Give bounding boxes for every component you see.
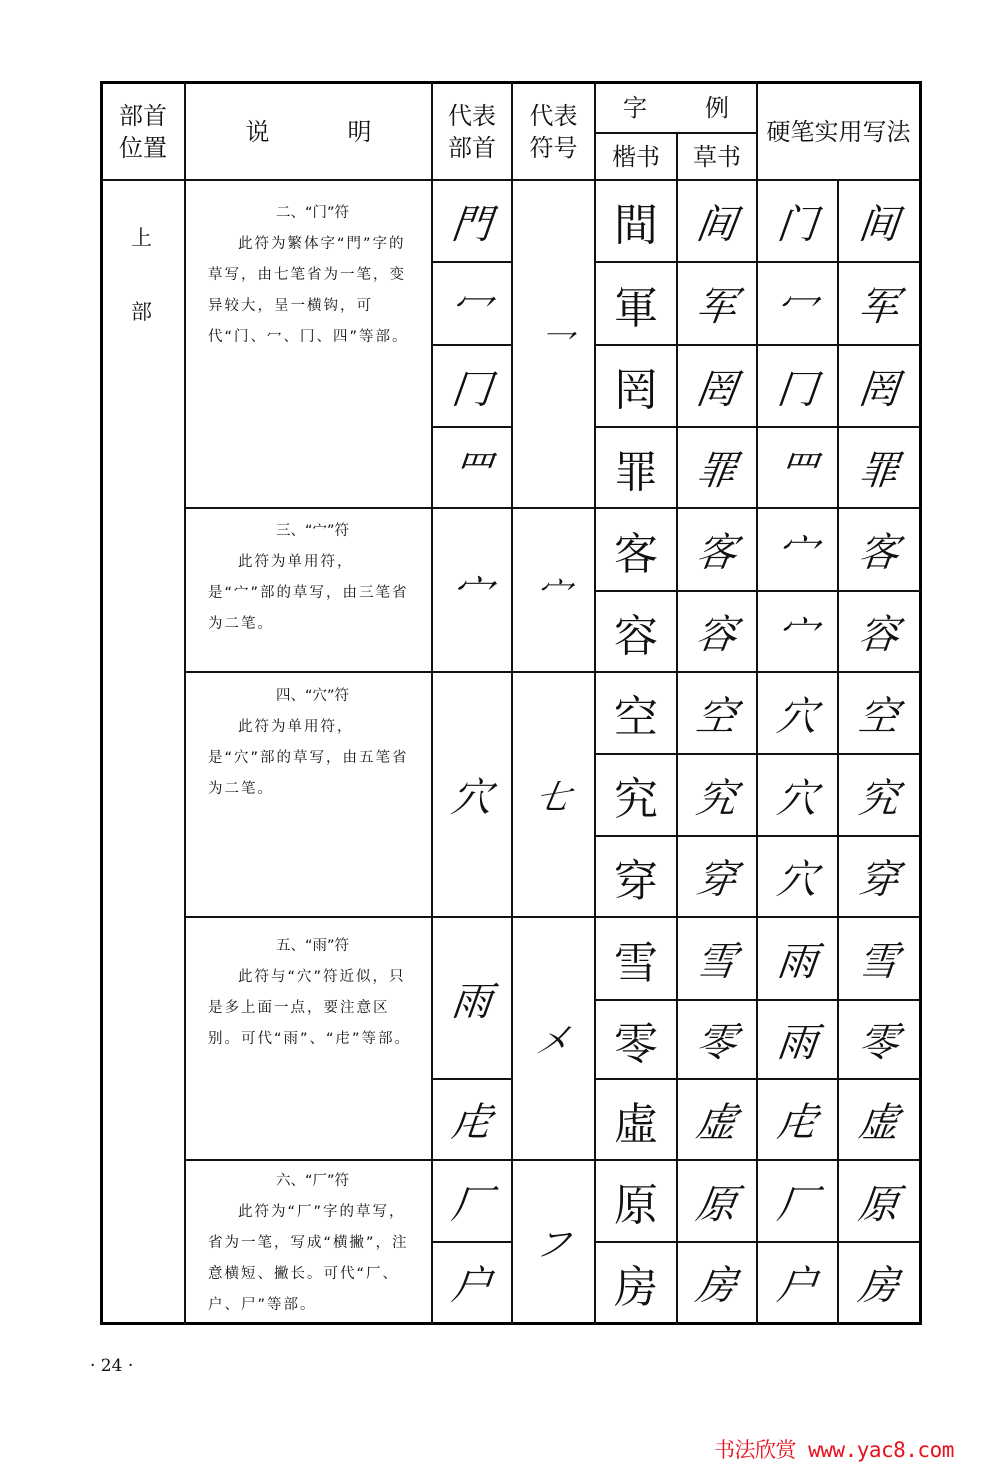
kaishu-cell: 雪 (614, 937, 658, 989)
pen-radical-cell: 宀 (774, 530, 820, 576)
kaishu-cell: 間 (614, 200, 658, 251)
header-examples-char2: 例 (705, 94, 729, 122)
kaishu-cell: 零 (614, 1018, 658, 1070)
kaishu-cell: 容 (614, 610, 658, 662)
caoshu-cell: 罔 (693, 366, 740, 413)
kaishu-cell: 空 (614, 692, 658, 743)
table-left-border (100, 81, 103, 1325)
radical-cell: 冖 (449, 284, 495, 330)
pen-radical-cell: 冂 (774, 366, 820, 413)
pen-radical-cell: 穴 (774, 693, 820, 740)
section-description (186, 198, 431, 353)
pen-radical-cell: 冖 (774, 284, 820, 330)
pen-radical-cell: 户 (774, 1263, 820, 1309)
caoshu-cell: 房 (693, 1263, 740, 1309)
radical-cell: 户 (449, 1263, 495, 1309)
section-body: 此符为“厂”字的草写，省为一笔，写成“横撇”，注意横短、撇长。可代“厂、户、尸”等部。 (208, 1204, 409, 1313)
header-position (102, 84, 184, 179)
header-pen-writing: 硬笔实用写法 (766, 117, 911, 146)
pen-char-cell: 零 (856, 1020, 902, 1066)
radical-cell: 穴 (449, 775, 495, 821)
pen-char-cell: 雪 (856, 939, 902, 985)
radical-cell: 虍 (449, 1100, 495, 1146)
pen-char-cell: 间 (856, 201, 902, 248)
section-body: 此符为单用符，是“宀”部的草写，由三笔省为二笔。 (208, 554, 409, 632)
caoshu-cell: 罪 (693, 448, 740, 494)
section-description (186, 516, 431, 640)
section-body: 此符为单用符，是“穴”部的草写，由五笔省为二笔。 (208, 719, 409, 797)
pen-char-cell: 客 (856, 530, 902, 576)
pen-char-cell: 空 (856, 693, 902, 740)
section-title: 二、“门”符 (275, 205, 350, 221)
caoshu-cell: 究 (693, 775, 740, 822)
section-title: 五、“雨”符 (275, 938, 350, 954)
header-caoshu: 草书 (693, 142, 741, 171)
radical-cell: 厂 (449, 1181, 495, 1228)
symbol-cell: 七 (532, 778, 574, 818)
kaishu-cell: 虛 (614, 1098, 658, 1150)
kaishu-cell: 客 (614, 528, 658, 580)
pen-char-cell: 穿 (856, 857, 902, 903)
pen-radical-cell: 雨 (774, 939, 820, 985)
pen-radical-cell: 穴 (774, 775, 820, 822)
header-examples-char1: 字 (623, 94, 647, 122)
caoshu-cell: 客 (693, 530, 740, 576)
kaishu-cell: 罪 (614, 446, 658, 498)
pen-char-cell: 罪 (856, 448, 902, 494)
radical-cell: 門 (449, 201, 495, 248)
caoshu-cell: 原 (693, 1181, 740, 1228)
header-symbol-line2: 符号 (529, 133, 578, 162)
section-title: 三、“宀”符 (275, 523, 350, 539)
header-position-line1: 部首 (119, 101, 167, 130)
radical-cell: 雨 (449, 978, 495, 1025)
site-watermark[interactable]: 书法欣赏 www.yac8.com (714, 1438, 954, 1462)
caoshu-cell: 虚 (693, 1100, 740, 1146)
header-description-char1: 说 (245, 117, 270, 146)
pen-radical-cell: 雨 (774, 1020, 820, 1066)
kaishu-cell: 房 (614, 1261, 658, 1313)
section-description (186, 1166, 431, 1321)
header-symbol (513, 84, 594, 179)
symbol-cell: フ (532, 1225, 574, 1265)
caoshu-cell: 空 (693, 693, 740, 740)
radical-cell: 宀 (449, 570, 495, 617)
radical-cell: 冂 (449, 366, 495, 413)
symbol-cell: 㐅 (532, 1022, 574, 1062)
header-radical-line2: 部首 (448, 133, 496, 162)
header-description (186, 84, 431, 179)
caoshu-cell: 零 (693, 1020, 740, 1066)
section-title: 六、“厂”符 (275, 1173, 350, 1189)
kaishu-cell: 究 (614, 774, 658, 825)
section-description (186, 931, 431, 1055)
header-description-char2: 明 (347, 117, 372, 146)
pen-char-cell: 罔 (856, 366, 902, 413)
section-body: 此符与“穴”符近似，只是多上面一点，要注意区别。可代“雨”、“虍”等部。 (208, 969, 412, 1047)
caoshu-cell: 穿 (693, 857, 740, 903)
pen-radical-cell: 门 (774, 201, 820, 248)
caoshu-cell: 间 (693, 201, 740, 248)
kaishu-cell: 罔 (614, 365, 658, 416)
section-title: 四、“穴”符 (275, 688, 350, 704)
header-radical-line1: 代表 (448, 101, 496, 130)
header-symbol-line1: 代表 (529, 101, 578, 130)
kaishu-cell: 穿 (614, 855, 658, 907)
header-position-line2: 位置 (119, 133, 167, 162)
kaishu-cell: 原 (614, 1180, 658, 1231)
header-examples (596, 84, 756, 132)
pen-char-cell: 容 (856, 612, 902, 658)
header-radical (433, 84, 511, 179)
pen-radical-cell: 穴 (774, 857, 820, 903)
caoshu-cell: 容 (693, 612, 740, 658)
page-number: · 24 · (90, 1356, 134, 1376)
kaishu-cell: 軍 (614, 282, 658, 334)
header-kaishu: 楷书 (612, 142, 660, 171)
pen-char-cell: 军 (856, 284, 902, 330)
pen-radical-cell: 厂 (774, 1181, 820, 1228)
pen-char-cell: 原 (856, 1181, 902, 1228)
position-label-top: 上 (131, 226, 152, 250)
section-body: 此符为繁体字“門”字的草写，由七笔省为一笔，变异较大，呈一横钩，可代“门、冖、冂、四”等部。 (208, 236, 409, 345)
pen-char-cell: 虚 (856, 1100, 902, 1146)
caoshu-cell: 雪 (693, 939, 740, 985)
pen-radical-cell: 罒 (774, 448, 820, 494)
position-label-part: 部 (131, 300, 152, 324)
pen-radical-cell: 宀 (774, 612, 820, 658)
pen-char-cell: 房 (856, 1263, 902, 1309)
pen-char-cell: 究 (856, 775, 902, 822)
pen-radical-cell: 虍 (774, 1100, 820, 1146)
section-description (186, 681, 431, 805)
symbol-cell: 宀 (532, 573, 574, 614)
caoshu-cell: 军 (693, 284, 740, 330)
symbol-cell: 乛 (532, 327, 574, 368)
radical-cell: 罒 (449, 448, 495, 494)
